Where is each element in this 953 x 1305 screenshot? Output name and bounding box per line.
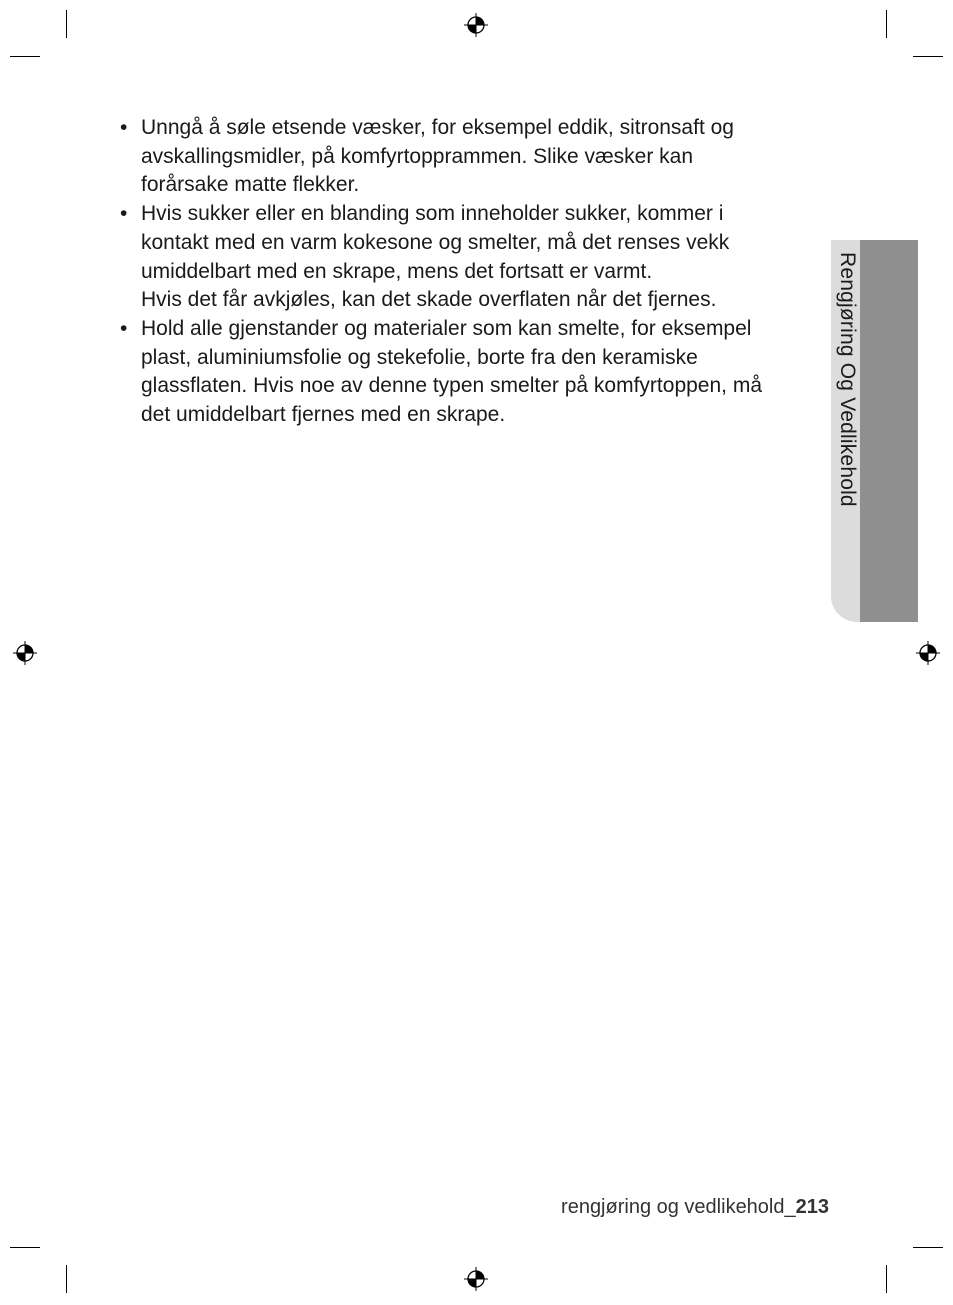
crop-mark — [913, 1247, 943, 1248]
registration-mark-icon — [915, 640, 941, 666]
list-item-line: Hvis det får avkjøles, kan det skade overflaten når det fjernes. — [141, 288, 717, 312]
list-item-line: plast, aluminiumsfolie og stekefolie, borte fra den keramiske — [141, 345, 698, 369]
chapter-tab-label: Rengjøring Og Vedlikehold — [836, 252, 859, 507]
bullet-icon: • — [120, 202, 128, 226]
bullet-icon: • — [120, 116, 128, 139]
cleaning-tips-list — [120, 114, 832, 430]
list-item-line: forårsake matte flekker. — [141, 173, 360, 197]
list-item-line: Unngå å søle etsende væsker, for eksempel eddik, sitronsaft og — [141, 116, 734, 139]
chapter-tab-bar — [860, 240, 918, 622]
list-item-line: glassflaten. Hvis noe av denne typen smelter på komfyrtoppen, må — [141, 374, 762, 398]
registration-mark-icon — [463, 12, 489, 38]
page-footer — [561, 1196, 829, 1219]
list-item-line: umiddelbart med en skrape, mens det fortsatt er varmt. — [141, 259, 653, 283]
crop-mark — [913, 56, 943, 57]
page-number: 213 — [795, 1196, 829, 1218]
list-item — [120, 200, 832, 315]
registration-mark-icon — [463, 1266, 489, 1292]
list-item-line: Hvis sukker eller en blanding som inneholder sukker, kommer i — [141, 202, 724, 226]
crop-mark — [66, 10, 67, 38]
list-item-line: avskallingsmidler, på komfyrtopprammen. Slike væsker kan — [141, 144, 694, 168]
crop-mark — [10, 1247, 40, 1248]
registration-mark-icon — [12, 640, 38, 666]
bullet-icon: • — [120, 316, 128, 340]
crop-mark — [66, 1265, 67, 1293]
crop-mark — [886, 1265, 887, 1293]
list-item-line: Hold alle gjenstander og materialer som kan smelte, for eksempel — [141, 316, 752, 340]
footer-section-title: rengjøring og vedlikehold_ — [561, 1196, 796, 1218]
list-item-line: kontakt med en varm kokesone og smelter, må det renses vekk — [141, 230, 730, 254]
list-item — [120, 315, 832, 430]
crop-mark — [886, 10, 887, 38]
list-item — [120, 114, 832, 200]
crop-mark — [10, 56, 40, 57]
list-item-line: det umiddelbart fjernes med en skrape. — [141, 403, 506, 427]
